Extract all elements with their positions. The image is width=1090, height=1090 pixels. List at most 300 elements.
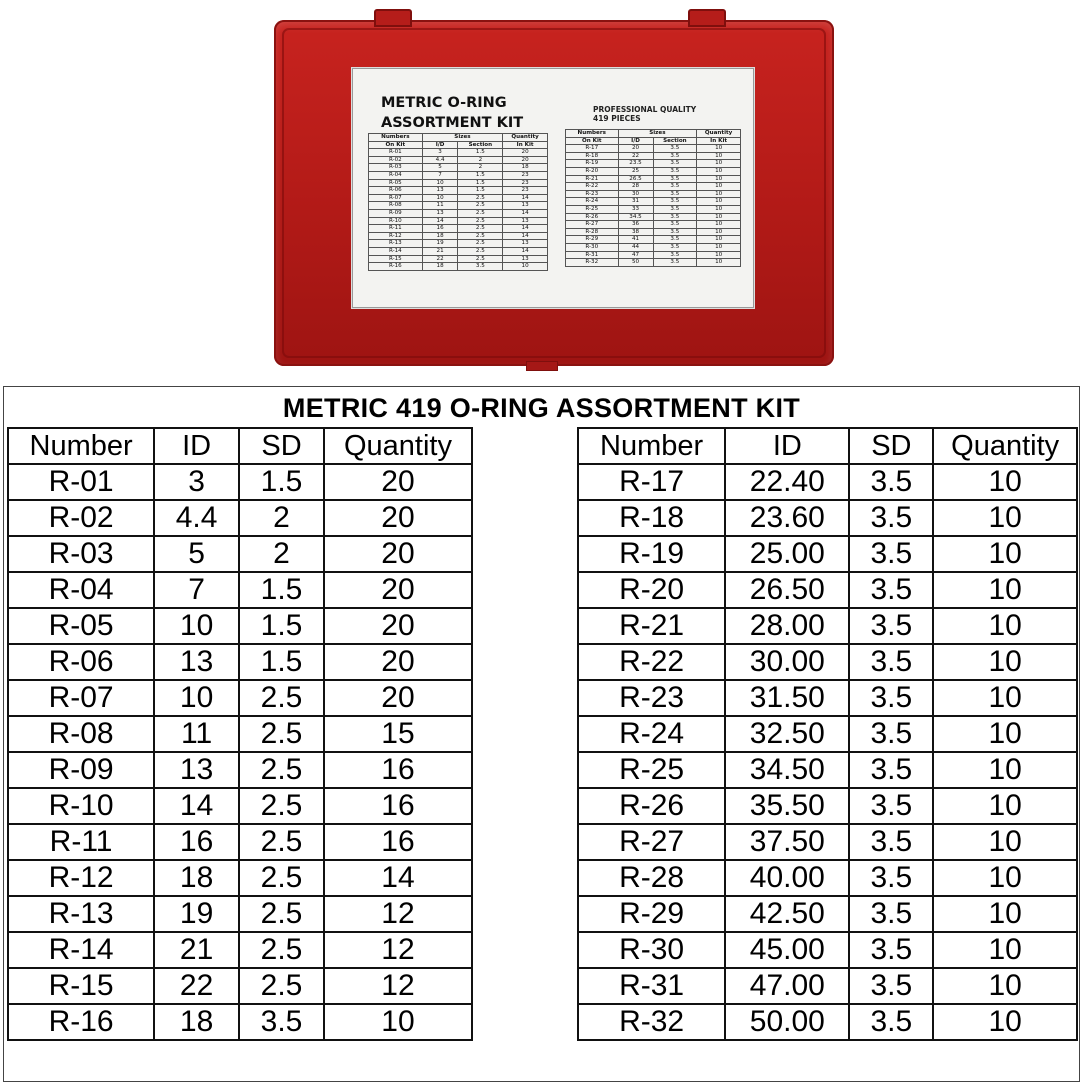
table-cell: 22.40 — [725, 464, 849, 500]
table-cell: 3.5 — [849, 788, 933, 824]
table-row — [578, 500, 1077, 536]
table-cell: 10 — [697, 243, 741, 251]
mini-column-subheader: On Kit — [566, 137, 619, 145]
table-cell: R-17 — [578, 464, 725, 500]
table-row — [8, 824, 472, 860]
table-cell: R-26 — [578, 788, 725, 824]
table-cell: 25.00 — [725, 536, 849, 572]
table-cell: 3.5 — [849, 860, 933, 896]
table-cell: 28 — [618, 183, 653, 191]
table-cell: 2 — [239, 500, 324, 536]
table-title: METRIC 419 O-RING ASSORTMENT KIT — [282, 393, 801, 423]
table-cell: 20 — [503, 149, 548, 157]
table-cell: R-24 — [566, 198, 619, 206]
table-cell: R-29 — [578, 896, 725, 932]
table-cell: 13 — [422, 209, 458, 217]
table-cell: 26.5 — [618, 175, 653, 183]
table-cell: R-01 — [369, 149, 423, 157]
table-cell: 2.5 — [239, 716, 324, 752]
table-cell: 20 — [324, 644, 472, 680]
table-cell: R-02 — [369, 156, 423, 164]
mini-table-row — [369, 263, 548, 271]
table-cell: R-19 — [578, 536, 725, 572]
table-cell: 14 — [503, 209, 548, 217]
mini-column-header: Quantity — [697, 130, 741, 138]
table-row — [578, 788, 1077, 824]
table-cell: 2.5 — [458, 240, 503, 248]
table-cell: R-06 — [8, 644, 154, 680]
table-cell: R-19 — [566, 160, 619, 168]
table-cell: 10 — [933, 896, 1077, 932]
table-cell: 2.5 — [239, 752, 324, 788]
table-cell: 20 — [324, 464, 472, 500]
table-cell: 21 — [422, 247, 458, 255]
table-cell: 35.50 — [725, 788, 849, 824]
table-cell: 14 — [503, 247, 548, 255]
table-cell: 23.5 — [618, 160, 653, 168]
table-cell: 22 — [618, 152, 653, 160]
table-cell: 31 — [618, 198, 653, 206]
table-cell: R-02 — [8, 500, 154, 536]
table-cell: 18 — [422, 263, 458, 271]
table-cell: 3.5 — [849, 824, 933, 860]
table-cell: 12 — [324, 896, 472, 932]
table-cell: 16 — [422, 225, 458, 233]
mini-table-row — [369, 255, 548, 263]
table-cell: 3.5 — [849, 1004, 933, 1040]
table-cell: R-07 — [369, 194, 423, 202]
table-row — [578, 572, 1077, 608]
mini-table-row — [566, 152, 741, 160]
table-cell: 20 — [324, 680, 472, 716]
mini-table-row — [566, 205, 741, 213]
table-cell: 3.5 — [653, 236, 697, 244]
table-cell: 3.5 — [849, 572, 933, 608]
table-cell: 3.5 — [849, 716, 933, 752]
table-cell: 10 — [933, 752, 1077, 788]
table-row — [578, 464, 1077, 500]
table-cell: R-13 — [8, 896, 154, 932]
table-cell: 21 — [154, 932, 239, 968]
table-cell: 22 — [154, 968, 239, 1004]
table-cell: 7 — [154, 572, 239, 608]
table-cell: R-08 — [8, 716, 154, 752]
box-label-subtitle: PROFESSIONAL QUALITY 419 PIECES — [593, 105, 697, 123]
table-row — [8, 536, 472, 572]
column-header: Number — [8, 428, 154, 464]
table-cell: 10 — [697, 221, 741, 229]
table-cell: R-11 — [8, 824, 154, 860]
table-cell: 26.50 — [725, 572, 849, 608]
table-row — [8, 968, 472, 1004]
mini-table-row — [369, 240, 548, 248]
table-cell: 2.5 — [458, 194, 503, 202]
table-cell: 1.5 — [239, 572, 324, 608]
table-cell: R-25 — [566, 205, 619, 213]
table-row — [578, 680, 1077, 716]
table-cell: 10 — [697, 167, 741, 175]
table-cell: 10 — [697, 251, 741, 259]
table-cell: 2.5 — [239, 932, 324, 968]
mini-table-row — [566, 221, 741, 229]
table-row — [8, 788, 472, 824]
table-cell: 4.4 — [154, 500, 239, 536]
column-header: Number — [578, 428, 725, 464]
table-cell: 10 — [503, 263, 548, 271]
mini-header-row — [369, 134, 548, 142]
table-cell: 20 — [618, 145, 653, 153]
table-cell: R-27 — [566, 221, 619, 229]
table-cell: 10 — [933, 464, 1077, 500]
table-cell: 10 — [697, 190, 741, 198]
mini-column-subheader: I/D — [618, 137, 653, 145]
mini-table-row — [369, 247, 548, 255]
table-row — [8, 500, 472, 536]
mini-table-row — [369, 187, 548, 195]
mini-column-subheader: On Kit — [369, 141, 423, 149]
table-cell: 13 — [503, 202, 548, 210]
table-cell: 47.00 — [725, 968, 849, 1004]
mini-column-subheader: Section — [653, 137, 697, 145]
table-cell: 20 — [324, 608, 472, 644]
table-cell: 11 — [422, 202, 458, 210]
table-cell: R-22 — [566, 183, 619, 191]
table-cell: 1.5 — [239, 608, 324, 644]
table-row — [578, 752, 1077, 788]
table-cell: 5 — [154, 536, 239, 572]
table-cell: 50.00 — [725, 1004, 849, 1040]
table-cell: 2.5 — [239, 968, 324, 1004]
table-cell: R-23 — [578, 680, 725, 716]
table-header-row — [578, 428, 1077, 464]
table-cell: 45.00 — [725, 932, 849, 968]
mini-header-row — [566, 137, 741, 145]
table-cell: 2 — [239, 536, 324, 572]
table-cell: 3.5 — [653, 152, 697, 160]
mini-column-subheader: In Kit — [697, 137, 741, 145]
mini-table-row — [566, 251, 741, 259]
table-cell: 38 — [618, 228, 653, 236]
table-cell: 10 — [697, 205, 741, 213]
table-cell: R-20 — [566, 167, 619, 175]
table-cell: R-18 — [578, 500, 725, 536]
table-cell: 10 — [933, 716, 1077, 752]
table-cell: 3.5 — [653, 213, 697, 221]
mini-table-row — [369, 149, 548, 157]
table-row — [8, 932, 472, 968]
table-cell: 3.5 — [849, 500, 933, 536]
box-label — [352, 68, 754, 308]
table-row — [8, 644, 472, 680]
table-cell: 10 — [154, 680, 239, 716]
table-cell: 31.50 — [725, 680, 849, 716]
table-cell: 10 — [697, 228, 741, 236]
table-cell: 2.5 — [458, 225, 503, 233]
table-cell: 40.00 — [725, 860, 849, 896]
table-cell: R-15 — [369, 255, 423, 263]
mini-header-row — [369, 141, 548, 149]
table-cell: 4.4 — [422, 156, 458, 164]
column-header: ID — [725, 428, 849, 464]
table-cell: 22 — [422, 255, 458, 263]
column-header: SD — [239, 428, 324, 464]
table-cell: 2.5 — [239, 860, 324, 896]
table-divider — [473, 427, 577, 1081]
table-cell: 19 — [154, 896, 239, 932]
table-cell: 34.50 — [725, 752, 849, 788]
box-clasp — [526, 361, 558, 371]
column-header: Quantity — [324, 428, 472, 464]
mini-column-header: Sizes — [422, 134, 503, 142]
table-cell: 10 — [933, 788, 1077, 824]
table-cell: 10 — [933, 968, 1077, 1004]
table-cell: R-28 — [566, 228, 619, 236]
table-cell: R-03 — [8, 536, 154, 572]
table-row — [578, 932, 1077, 968]
table-cell: 18 — [503, 164, 548, 172]
table-cell: 42.50 — [725, 896, 849, 932]
table-cell: R-09 — [8, 752, 154, 788]
table-row — [578, 860, 1077, 896]
table-cell: R-14 — [8, 932, 154, 968]
table-cell: 25 — [618, 167, 653, 175]
table-cell: 1.5 — [458, 187, 503, 195]
table-cell: 10 — [697, 183, 741, 191]
table-cell: 10 — [422, 179, 458, 187]
table-cell: 16 — [324, 824, 472, 860]
mini-table-row — [566, 183, 741, 191]
table-cell: R-31 — [566, 251, 619, 259]
mini-table-row — [566, 175, 741, 183]
table-cell: 37.50 — [725, 824, 849, 860]
table-cell: 10 — [697, 145, 741, 153]
table-cell: 1.5 — [458, 171, 503, 179]
product-box-image — [274, 20, 834, 366]
box-label-table-right — [565, 129, 741, 267]
table-cell: 1.5 — [458, 149, 503, 157]
table-cell: 10 — [324, 1004, 472, 1040]
table-row — [578, 644, 1077, 680]
table-cell: 13 — [503, 217, 548, 225]
mini-table-row — [369, 171, 548, 179]
table-cell: 3.5 — [849, 536, 933, 572]
table-cell: 2.5 — [239, 788, 324, 824]
table-cell: R-29 — [566, 236, 619, 244]
table-cell: 2.5 — [458, 232, 503, 240]
table-cell: 10 — [697, 198, 741, 206]
table-cell: 20 — [324, 572, 472, 608]
mini-column-subheader: In Kit — [503, 141, 548, 149]
table-cell: 2.5 — [458, 255, 503, 263]
table-cell: 16 — [324, 788, 472, 824]
table-cell: 10 — [933, 644, 1077, 680]
table-cell: 2 — [458, 164, 503, 172]
table-row — [8, 1004, 472, 1040]
table-cell: 10 — [697, 160, 741, 168]
table-cell: 10 — [697, 259, 741, 267]
table-cell: 10 — [697, 236, 741, 244]
table-cell: 23.60 — [725, 500, 849, 536]
table-cell: 14 — [324, 860, 472, 896]
table-cell: 3.5 — [653, 198, 697, 206]
table-cell: R-22 — [578, 644, 725, 680]
table-row — [8, 680, 472, 716]
table-cell: 3.5 — [653, 190, 697, 198]
mini-table-row — [566, 236, 741, 244]
table-cell: 23 — [503, 179, 548, 187]
table-cell: 14 — [422, 217, 458, 225]
table-cell: R-21 — [566, 175, 619, 183]
table-cell: R-01 — [8, 464, 154, 500]
mini-column-header: Numbers — [369, 134, 423, 142]
table-cell: R-25 — [578, 752, 725, 788]
table-cell: 28.00 — [725, 608, 849, 644]
table-row — [578, 536, 1077, 572]
table-header-row — [8, 428, 472, 464]
table-cell: 10 — [422, 194, 458, 202]
table-cell: 13 — [503, 255, 548, 263]
table-cell: 23 — [503, 187, 548, 195]
table-cell: 3.5 — [653, 160, 697, 168]
mini-table-row — [369, 202, 548, 210]
table-cell: 3.5 — [653, 167, 697, 175]
table-cell: R-09 — [369, 209, 423, 217]
mini-table-row — [566, 160, 741, 168]
table-cell: 10 — [933, 680, 1077, 716]
table-cell: R-04 — [369, 171, 423, 179]
mini-column-subheader: Section — [458, 141, 503, 149]
table-cell: 2.5 — [239, 680, 324, 716]
table-cell: R-31 — [578, 968, 725, 1004]
table-cell: 14 — [503, 225, 548, 233]
table-cell: 3.5 — [653, 183, 697, 191]
table-cell: R-18 — [566, 152, 619, 160]
mini-table-row — [566, 167, 741, 175]
table-cell: 11 — [154, 716, 239, 752]
table-cell: 47 — [618, 251, 653, 259]
table-cell: 18 — [154, 1004, 239, 1040]
table-cell: R-08 — [369, 202, 423, 210]
table-cell: R-12 — [369, 232, 423, 240]
mini-table-row — [566, 259, 741, 267]
table-cell: R-16 — [369, 263, 423, 271]
mini-table-row — [566, 213, 741, 221]
table-cell: 10 — [697, 213, 741, 221]
table-cell: 18 — [422, 232, 458, 240]
mini-table-row — [566, 190, 741, 198]
table-cell: R-12 — [8, 860, 154, 896]
assortment-table-left — [7, 427, 473, 1041]
table-cell: R-24 — [578, 716, 725, 752]
table-row — [8, 716, 472, 752]
table-row — [8, 572, 472, 608]
table-cell: R-11 — [369, 225, 423, 233]
table-cell: R-27 — [578, 824, 725, 860]
table-cell: 16 — [324, 752, 472, 788]
table-cell: 20 — [503, 156, 548, 164]
table-row — [578, 824, 1077, 860]
table-cell: 2.5 — [458, 209, 503, 217]
table-cell: 5 — [422, 164, 458, 172]
table-cell: 10 — [697, 175, 741, 183]
table-cell: 36 — [618, 221, 653, 229]
mini-table-row — [369, 194, 548, 202]
table-cell: 3.5 — [653, 243, 697, 251]
mini-table-row — [369, 179, 548, 187]
table-cell: 10 — [697, 152, 741, 160]
table-cell: R-32 — [566, 259, 619, 267]
box-latch-right — [688, 9, 726, 27]
table-cell: 3.5 — [653, 175, 697, 183]
table-cell: 19 — [422, 240, 458, 248]
mini-column-header: Sizes — [618, 130, 697, 138]
table-cell: 41 — [618, 236, 653, 244]
table-cell: 3 — [422, 149, 458, 157]
table-row — [578, 1004, 1077, 1040]
table-cell: 3.5 — [458, 263, 503, 271]
table-cell: R-16 — [8, 1004, 154, 1040]
table-cell: 12 — [324, 968, 472, 1004]
table-cell: 13 — [503, 240, 548, 248]
table-cell: R-23 — [566, 190, 619, 198]
column-header: ID — [154, 428, 239, 464]
table-cell: 7 — [422, 171, 458, 179]
table-cell: 3.5 — [849, 464, 933, 500]
table-cell: R-07 — [8, 680, 154, 716]
table-cell: 2.5 — [458, 247, 503, 255]
table-cell: 14 — [154, 788, 239, 824]
table-cell: R-04 — [8, 572, 154, 608]
table-cell: R-28 — [578, 860, 725, 896]
table-cell: R-06 — [369, 187, 423, 195]
table-cell: 2.5 — [458, 202, 503, 210]
table-cell: 2.5 — [458, 217, 503, 225]
table-cell: 10 — [933, 824, 1077, 860]
mini-column-header: Numbers — [566, 130, 619, 138]
mini-table-row — [566, 198, 741, 206]
mini-table-row — [369, 217, 548, 225]
table-cell: 34.5 — [618, 213, 653, 221]
table-cell: 3.5 — [849, 608, 933, 644]
table-cell: 30 — [618, 190, 653, 198]
box-latch-left — [374, 9, 412, 27]
table-cell: 20 — [324, 500, 472, 536]
table-cell: 3.5 — [653, 259, 697, 267]
table-cell: 10 — [154, 608, 239, 644]
table-cell: 12 — [324, 932, 472, 968]
table-cell: R-13 — [369, 240, 423, 248]
table-cell: R-30 — [566, 243, 619, 251]
table-cell: 3.5 — [849, 680, 933, 716]
table-cell: 3.5 — [849, 896, 933, 932]
table-cell: R-14 — [369, 247, 423, 255]
table-row — [578, 968, 1077, 1004]
table-cell: 13 — [154, 752, 239, 788]
table-cell: R-05 — [369, 179, 423, 187]
table-cell: 10 — [933, 608, 1077, 644]
table-cell: 10 — [933, 932, 1077, 968]
mini-table-row — [369, 164, 548, 172]
table-cell: 3.5 — [653, 221, 697, 229]
table-cell: 3.5 — [849, 932, 933, 968]
table-cell: 2.5 — [239, 824, 324, 860]
mini-table-row — [566, 228, 741, 236]
table-cell: R-10 — [369, 217, 423, 225]
table-cell: 13 — [422, 187, 458, 195]
column-header: Quantity — [933, 428, 1077, 464]
table-cell: 14 — [503, 194, 548, 202]
table-cell: 16 — [154, 824, 239, 860]
